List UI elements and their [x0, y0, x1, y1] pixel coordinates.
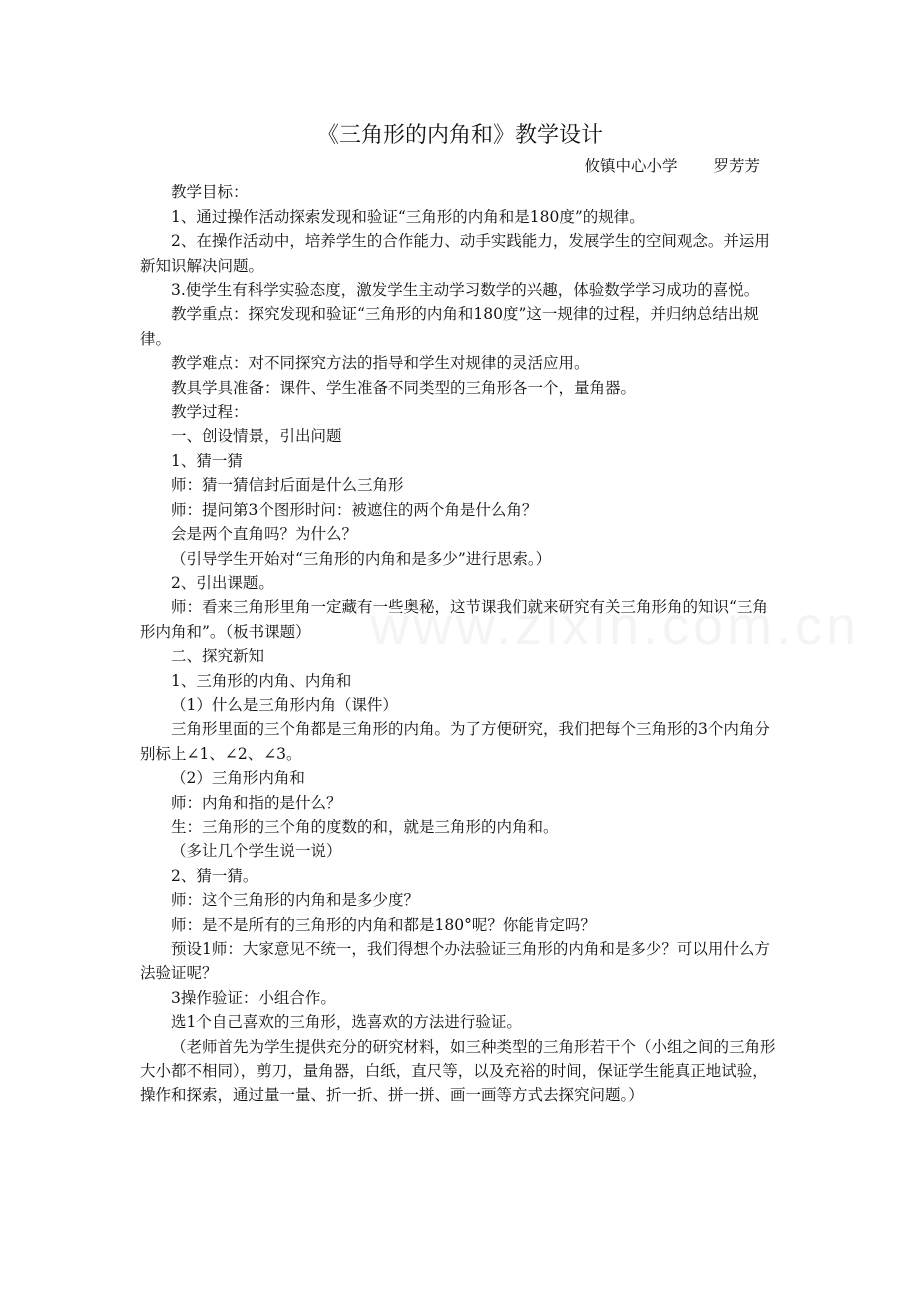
paragraph: 师：看来三角形里角一定藏有一些奥秘，这节课我们就来研究有关三角形角的知识“三角形内角和”。（板书课题）: [140, 598, 768, 641]
paragraph: 1、三角形的内角、内角和: [171, 671, 352, 690]
paragraph: （老师首先为学生提供充分的研究材料，如三种类型的三角形若干个（小组之间的三角形大小都不相同），剪刀，量角器，白纸，直尺等，以及充裕的时间，保证学生能真正地试验，操作和探索，通过量一量、折一折、拼一拼、画一画等方式去探究问题。）: [140, 1037, 776, 1105]
paragraph: 2、在操作活动中，培养学生的合作能力、动手实践能力，发展学生的空间观念。并运用新知识解决问题。: [140, 232, 770, 275]
paragraph: 师：是不是所有的三角形的内角和都是180°呢？你能肯定吗？: [171, 915, 596, 934]
paragraph: 1、猜一猜: [171, 451, 243, 470]
paragraph: 1、通过操作活动探索发现和验证“三角形的内角和是180度”的规律。: [171, 207, 645, 226]
document-body: [140, 118, 780, 1108]
paragraph: 二、探究新知: [171, 647, 265, 666]
paragraph: 2、引出课题。: [171, 573, 274, 592]
paragraph: 师：猜一猜信封后面是什么三角形: [171, 476, 404, 495]
paragraph: 师：这个三角形的内角和是多少度？: [171, 891, 420, 910]
paragraph: 选1个自己喜欢的三角形，选喜欢的方法进行验证。: [171, 1013, 522, 1032]
author-school: 攸镇中心小学: [584, 157, 678, 175]
paragraph: 生：三角形的三个角的度数的和，就是三角形的内角和。: [171, 817, 559, 836]
paragraph: 教具学具准备：课件、学生准备不同类型的三角形各一个，量角器。: [171, 378, 637, 397]
paragraph: 教学目标：: [171, 183, 249, 202]
paragraph: （2）三角形内角和: [171, 769, 305, 788]
paragraph: 会是两个直角吗？为什么？: [171, 525, 358, 544]
paragraph: 师：提问第3个图形时问：被遮住的两个角是什么角？: [171, 500, 538, 519]
paragraph: （1）什么是三角形内角（课件）: [171, 695, 398, 714]
document-title: 《三角形的内角和》教学设计: [316, 123, 603, 148]
paragraph: 预设1师：大家意见不统一，我们得想个办法验证三角形的内角和是多少？可以用什么方法验证呢？: [140, 940, 770, 983]
paragraph: 一、创设情景，引出问题: [171, 427, 342, 446]
paragraph: 2、猜一猜。: [171, 866, 259, 885]
paragraph: 3.使学生有科学实验态度，激发学生主动学习数学的兴趣，体验数学学习成功的喜悦。: [171, 281, 760, 300]
paragraph: 三角形里面的三个角都是三角形的内角。为了方便研究，我们把每个三角形的3个内角分别标上∠1、∠2、∠3。: [140, 720, 770, 763]
author-name: 罗芳芳: [713, 157, 760, 175]
paragraph: （多让几个学生说一说）: [171, 842, 342, 861]
paragraph: 教学过程：: [171, 403, 249, 422]
paragraph: 3操作验证：小组合作。: [171, 988, 336, 1007]
paragraph: 教学难点：对不同探究方法的指导和学生对规律的灵活应用。: [171, 354, 590, 373]
paragraph: 教学重点：探究发现和验证“三角形的内角和180度”这一规律的过程，并归纳总结出规律。: [140, 305, 759, 348]
author-line: [140, 154, 780, 178]
paragraph: （引导学生开始对“三角形的内角和是多少”进行思索。）: [171, 549, 552, 568]
paragraph: 师：内角和指的是什么？: [171, 793, 342, 812]
